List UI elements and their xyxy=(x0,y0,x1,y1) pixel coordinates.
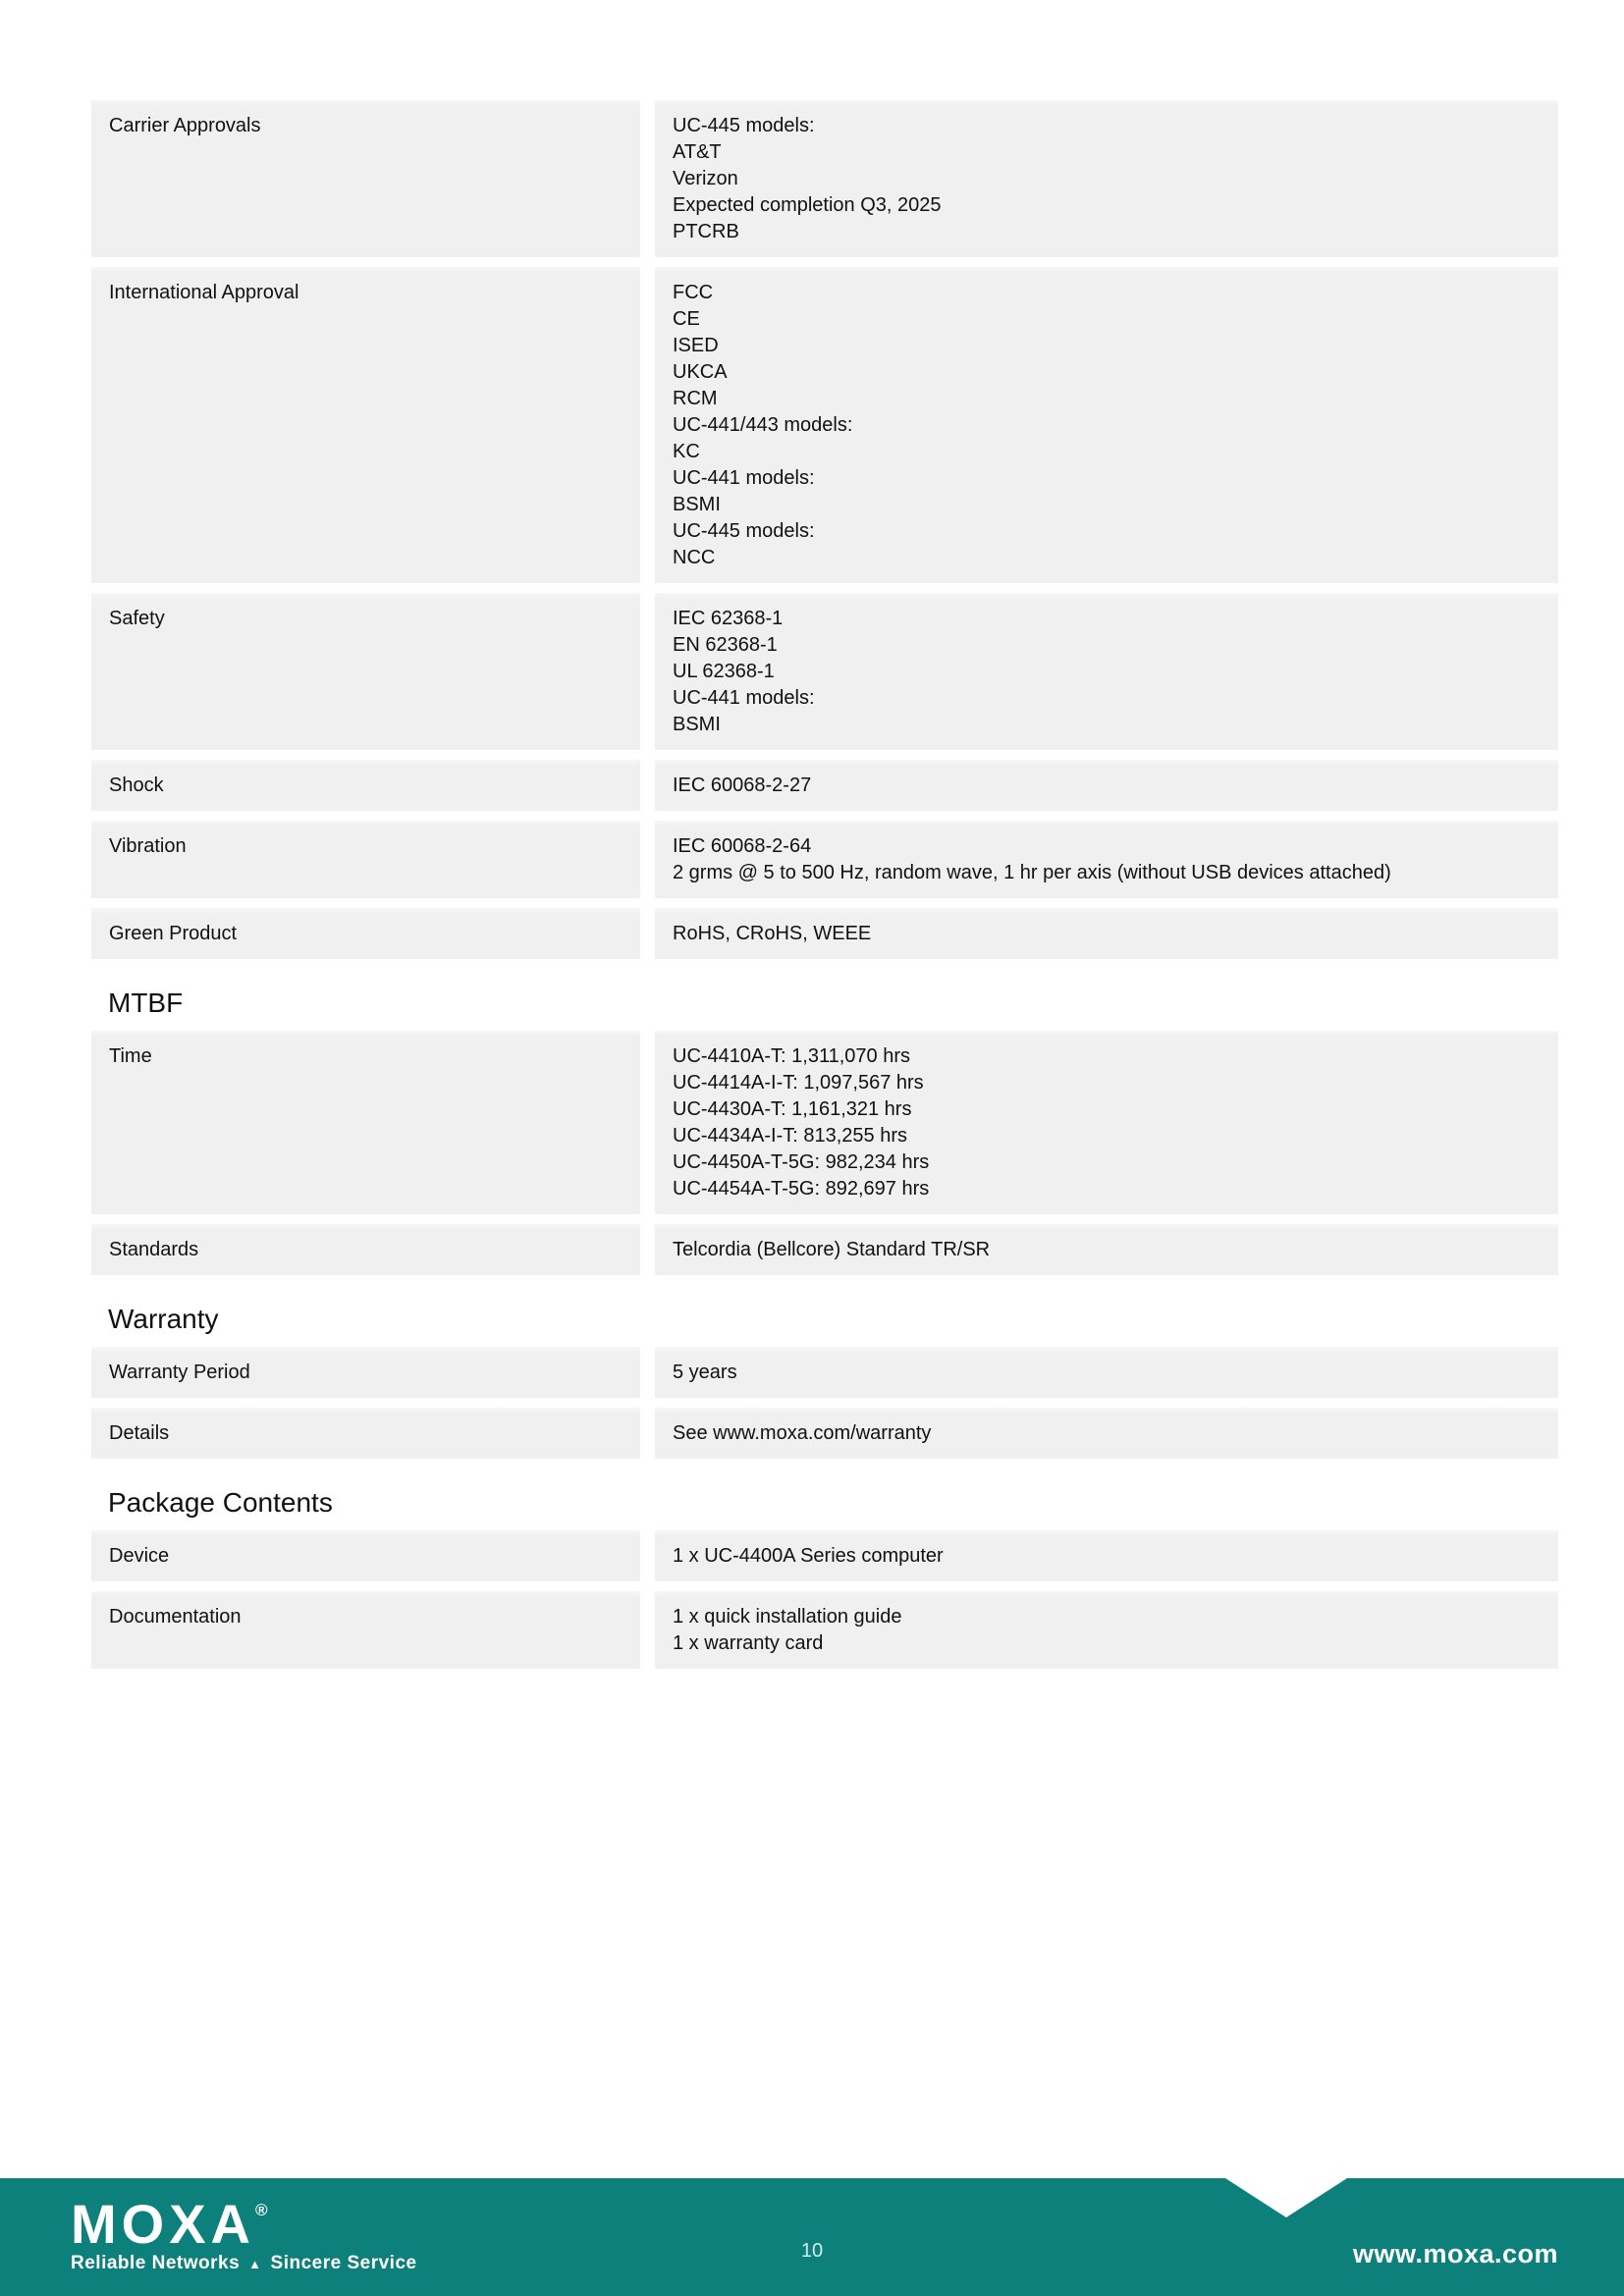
spec-value-line: 1 x warranty card xyxy=(673,1632,824,1654)
spec-value xyxy=(655,1347,1558,1398)
spec-value-line: UC-4414A-I-T: 1,097,567 hrs xyxy=(673,1072,924,1094)
spec-row xyxy=(91,1224,1558,1275)
spec-value xyxy=(655,593,1558,750)
tagline-right: Sincere Service xyxy=(270,2253,417,2273)
spec-value-line: UC-441 models: xyxy=(673,467,815,489)
spec-value-line: UC-441 models: xyxy=(673,687,815,709)
spec-value xyxy=(655,821,1558,898)
spec-value-line: UC-4450A-T-5G: 982,234 hrs xyxy=(673,1151,930,1173)
spec-label: Device xyxy=(91,1530,640,1581)
spec-value-line: UC-445 models: xyxy=(673,115,815,136)
moxa-brand-text: MOXA xyxy=(71,2193,255,2255)
spec-label: Details xyxy=(91,1408,640,1459)
spec-value-line: UC-4430A-T: 1,161,321 hrs xyxy=(673,1098,912,1120)
spec-row xyxy=(91,821,1558,898)
spec-value-line: 1 x quick installation guide xyxy=(673,1606,902,1628)
spec-value-line: BSMI xyxy=(673,494,721,515)
triangle-icon: ▲ xyxy=(248,2256,262,2271)
spec-value-line: UC-4434A-I-T: 813,255 hrs xyxy=(673,1125,908,1147)
spec-value-line: IEC 60068-2-64 xyxy=(673,835,812,857)
section-title: Warranty xyxy=(108,1304,219,1334)
spec-row xyxy=(91,1591,1558,1669)
spec-value-line: UC-441/443 models: xyxy=(673,414,853,436)
spec-value-line: IEC 60068-2-27 xyxy=(673,774,812,796)
section-title: Package Contents xyxy=(108,1487,333,1518)
spec-value-line: EN 62368-1 xyxy=(673,634,778,656)
moxa-logo xyxy=(71,2193,417,2274)
spec-value-line: UL 62368-1 xyxy=(673,661,775,682)
spec-value-line: RoHS, CRoHS, WEEE xyxy=(673,923,872,944)
spec-row xyxy=(91,100,1558,257)
spec-value xyxy=(655,267,1558,583)
page-footer xyxy=(0,2178,1624,2296)
spec-label: Warranty Period xyxy=(91,1347,640,1398)
spec-value-line: NCC xyxy=(673,547,716,568)
spec-value xyxy=(655,1591,1558,1669)
spec-label: Documentation xyxy=(91,1591,640,1669)
spec-label: Shock xyxy=(91,760,640,811)
spec-value-line: Verizon xyxy=(673,168,738,189)
spec-label: Carrier Approvals xyxy=(91,100,640,257)
spec-table xyxy=(91,100,1558,1679)
moxa-logo-wordmark xyxy=(71,2193,417,2255)
spec-label: International Approval xyxy=(91,267,640,583)
spec-value xyxy=(655,1031,1558,1214)
spec-value xyxy=(655,100,1558,257)
spec-value-line: Telcordia (Bellcore) Standard TR/SR xyxy=(673,1239,991,1260)
spec-value-line: BSMI xyxy=(673,714,721,735)
spec-value-line: UC-445 models: xyxy=(673,520,815,542)
spec-row xyxy=(91,1530,1558,1581)
spec-value-line: UKCA xyxy=(673,361,728,383)
spec-value xyxy=(655,760,1558,811)
spec-value-line: 2 grms @ 5 to 500 Hz, random wave, 1 hr per axis (without USB devices attached) xyxy=(673,862,1391,883)
spec-value xyxy=(655,908,1558,959)
spec-value xyxy=(655,1408,1558,1459)
spec-value-line: FCC xyxy=(673,282,714,303)
spec-label: Safety xyxy=(91,593,640,750)
spec-label: Time xyxy=(91,1031,640,1214)
spec-value-line: See www.moxa.com/warranty xyxy=(673,1422,932,1444)
footer-notch-decoration xyxy=(1225,2178,1347,2217)
spec-value-line: 5 years xyxy=(673,1362,737,1383)
registered-trademark-icon: ® xyxy=(255,2201,268,2219)
spec-value-line: RCM xyxy=(673,388,718,409)
spec-row xyxy=(91,908,1558,959)
spec-value-line: Expected completion Q3, 2025 xyxy=(673,194,942,216)
spec-value-line: PTCRB xyxy=(673,221,739,242)
spec-row xyxy=(91,1408,1558,1459)
tagline-left: Reliable Networks xyxy=(71,2253,241,2273)
spec-label: Standards xyxy=(91,1224,640,1275)
spec-value-line: AT&T xyxy=(673,141,722,163)
spec-row xyxy=(91,1347,1558,1398)
spec-label: Vibration xyxy=(91,821,640,898)
spec-value-line: UC-4410A-T: 1,311,070 hrs xyxy=(673,1045,910,1067)
spec-value xyxy=(655,1224,1558,1275)
spec-value xyxy=(655,1530,1558,1581)
spec-value-line: UC-4454A-T-5G: 892,697 hrs xyxy=(673,1178,930,1200)
spec-value-line: IEC 62368-1 xyxy=(673,608,784,629)
spec-value-line: ISED xyxy=(673,335,719,356)
page-number: 10 xyxy=(800,2240,824,2262)
moxa-tagline xyxy=(71,2253,417,2274)
spec-row xyxy=(91,1031,1558,1214)
spec-row xyxy=(91,267,1558,583)
spec-row xyxy=(91,593,1558,750)
spec-row xyxy=(91,760,1558,811)
spec-value-line: CE xyxy=(673,308,700,330)
spec-label: Green Product xyxy=(91,908,640,959)
spec-value-line: KC xyxy=(673,441,700,462)
spec-value-line: 1 x UC-4400A Series computer xyxy=(673,1545,944,1567)
moxa-website-link[interactable]: www.moxa.com xyxy=(1352,2239,1558,2269)
section-title: MTBF xyxy=(108,988,184,1018)
